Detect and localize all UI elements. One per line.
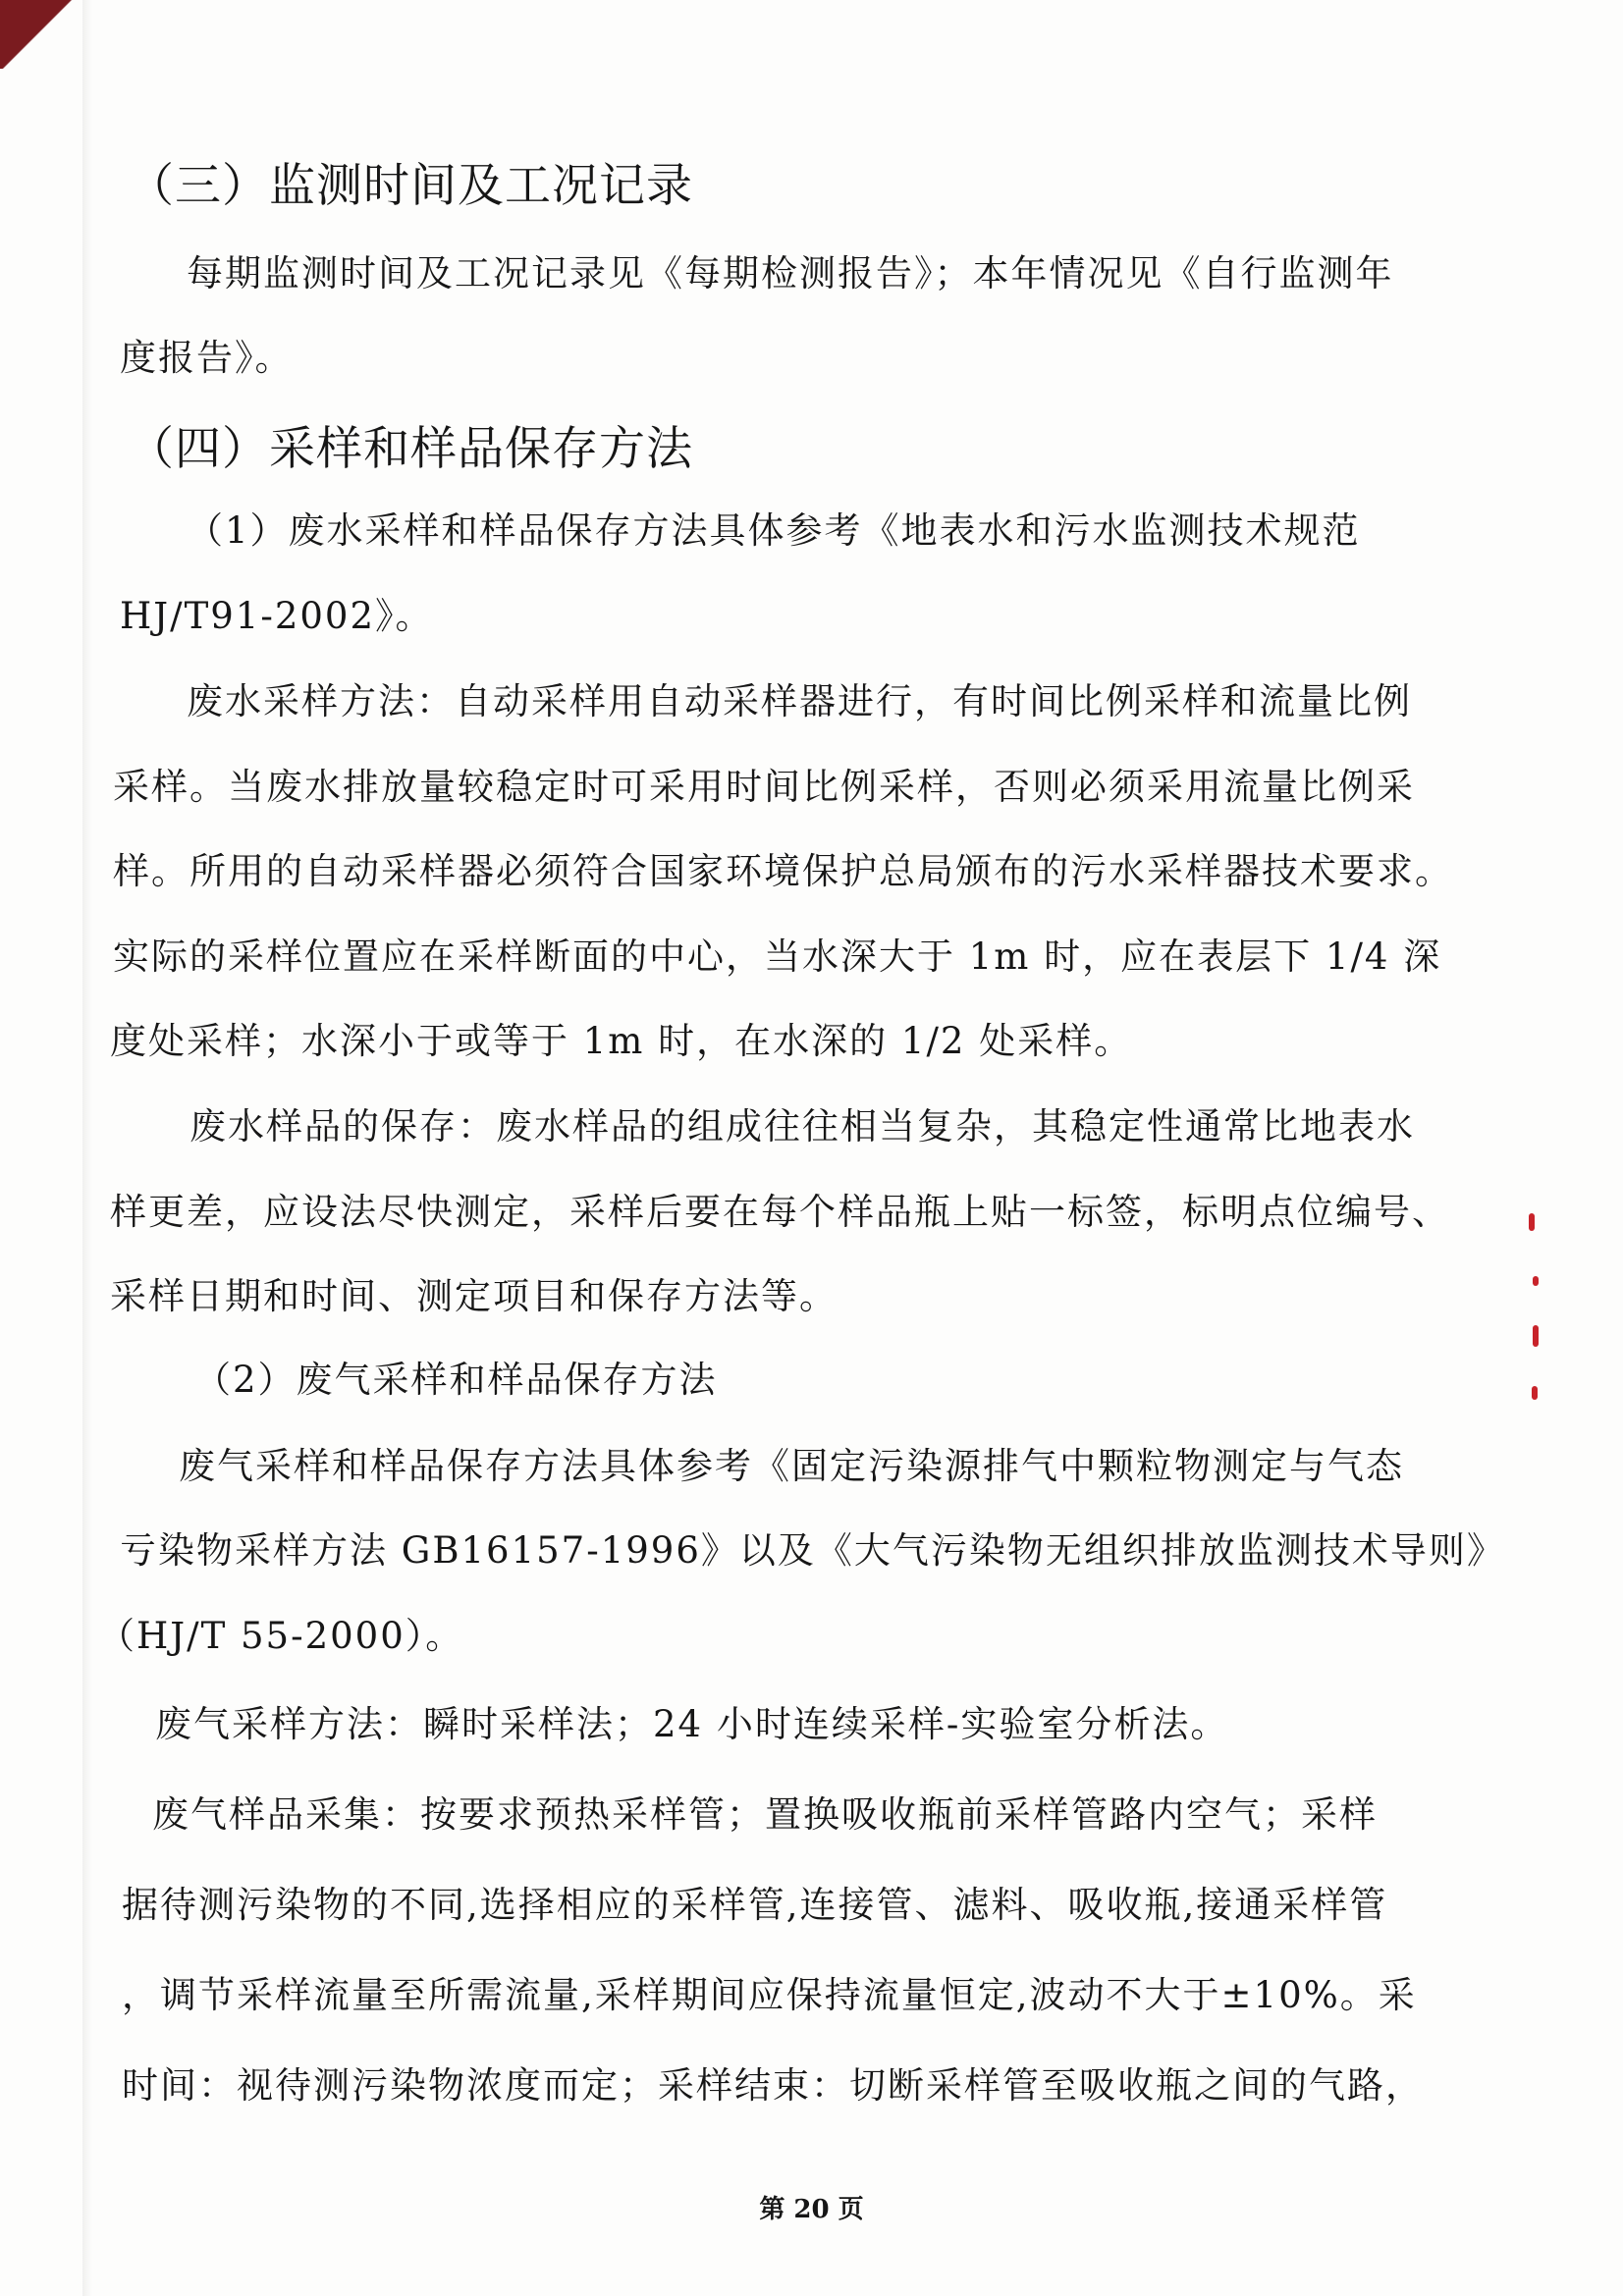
- scan-edge-shadow: [82, 0, 92, 2296]
- red-mark-icon: [1533, 1325, 1539, 1347]
- paragraph-line: （HJ/T 55-2000）。: [98, 1615, 464, 1657]
- paragraph-line: 采样日期和时间、测定项目和保存方法等。: [110, 1275, 838, 1317]
- paragraph-line: 废气样品采集：按要求预热采样管；置换吸收瓶前采样管路内空气；采样: [152, 1793, 1378, 1836]
- page-number: 第 20 页: [759, 2195, 864, 2224]
- paragraph-line: 样。所用的自动采样器必须符合国家环境保护总局颁布的污水采样器技术要求。: [113, 850, 1453, 892]
- paragraph-line: 实际的采样位置应在采样断面的中心，当水深大于 1m 时，应在表层下 1/4 深: [113, 935, 1442, 978]
- paragraph-line: 样更差，应设法尽快测定，采样后要在每个样品瓶上贴一标签，标明点位编号、: [110, 1191, 1450, 1233]
- section-heading-4: （四）采样和样品保存方法: [128, 422, 693, 476]
- red-mark-icon: [1529, 1213, 1535, 1231]
- paragraph-line: 据待测污染物的不同,选择相应的采样管,连接管、滤料、吸收瓶,接通采样管: [122, 1884, 1388, 1926]
- paragraph-line: 每期监测时间及工况记录见《每期检测报告》；本年情况见《自行监测年: [187, 252, 1394, 294]
- paragraph-line: 废水样品的保存：废水样品的组成往往相当复杂，其稳定性通常比地表水: [189, 1105, 1415, 1148]
- paragraph-line: （2）废气采样和样品保存方法: [194, 1359, 718, 1401]
- paragraph-line: HJ/T91-2002》。: [120, 595, 434, 637]
- paragraph-line: 采样。当废水排放量较稳定时可采用时间比例采样，否则必须采用流量比例采: [113, 766, 1415, 808]
- paragraph-line: 亏染物采样方法 GB16157-1996》以及《大气污染物无组织排放监测技术导则》: [120, 1529, 1505, 1572]
- red-mark-icon: [1533, 1276, 1539, 1286]
- paragraph-line: 时间：视待测污染物浓度而定；采样结束：切断采样管至吸收瓶之间的气路，: [122, 2064, 1424, 2107]
- paragraph-line: 废气采样和样品保存方法具体参考《固定污染源排气中颗粒物测定与气态: [179, 1445, 1404, 1487]
- paragraph-line: 废气采样方法：瞬时采样法；24 小时连续采样-实验室分析法。: [155, 1703, 1229, 1745]
- paragraph-line: 度处采样；水深小于或等于 1m 时，在水深的 1/2 处采样。: [110, 1020, 1133, 1062]
- paragraph-line: 度报告》。: [120, 337, 294, 379]
- red-mark-icon: [1532, 1386, 1538, 1400]
- section-heading-3: （三）监测时间及工况记录: [128, 159, 693, 213]
- paragraph-line: 废水采样方法：自动采样用自动采样器进行，有时间比例采样和流量比例: [187, 680, 1412, 722]
- paragraph-line: ，调节采样流量至所需流量,采样期间应保持流量恒定,波动不大于±10%。采: [122, 1974, 1417, 2016]
- paragraph-line: （1）废水采样和样品保存方法具体参考《地表水和污水监测技术规范: [187, 509, 1361, 552]
